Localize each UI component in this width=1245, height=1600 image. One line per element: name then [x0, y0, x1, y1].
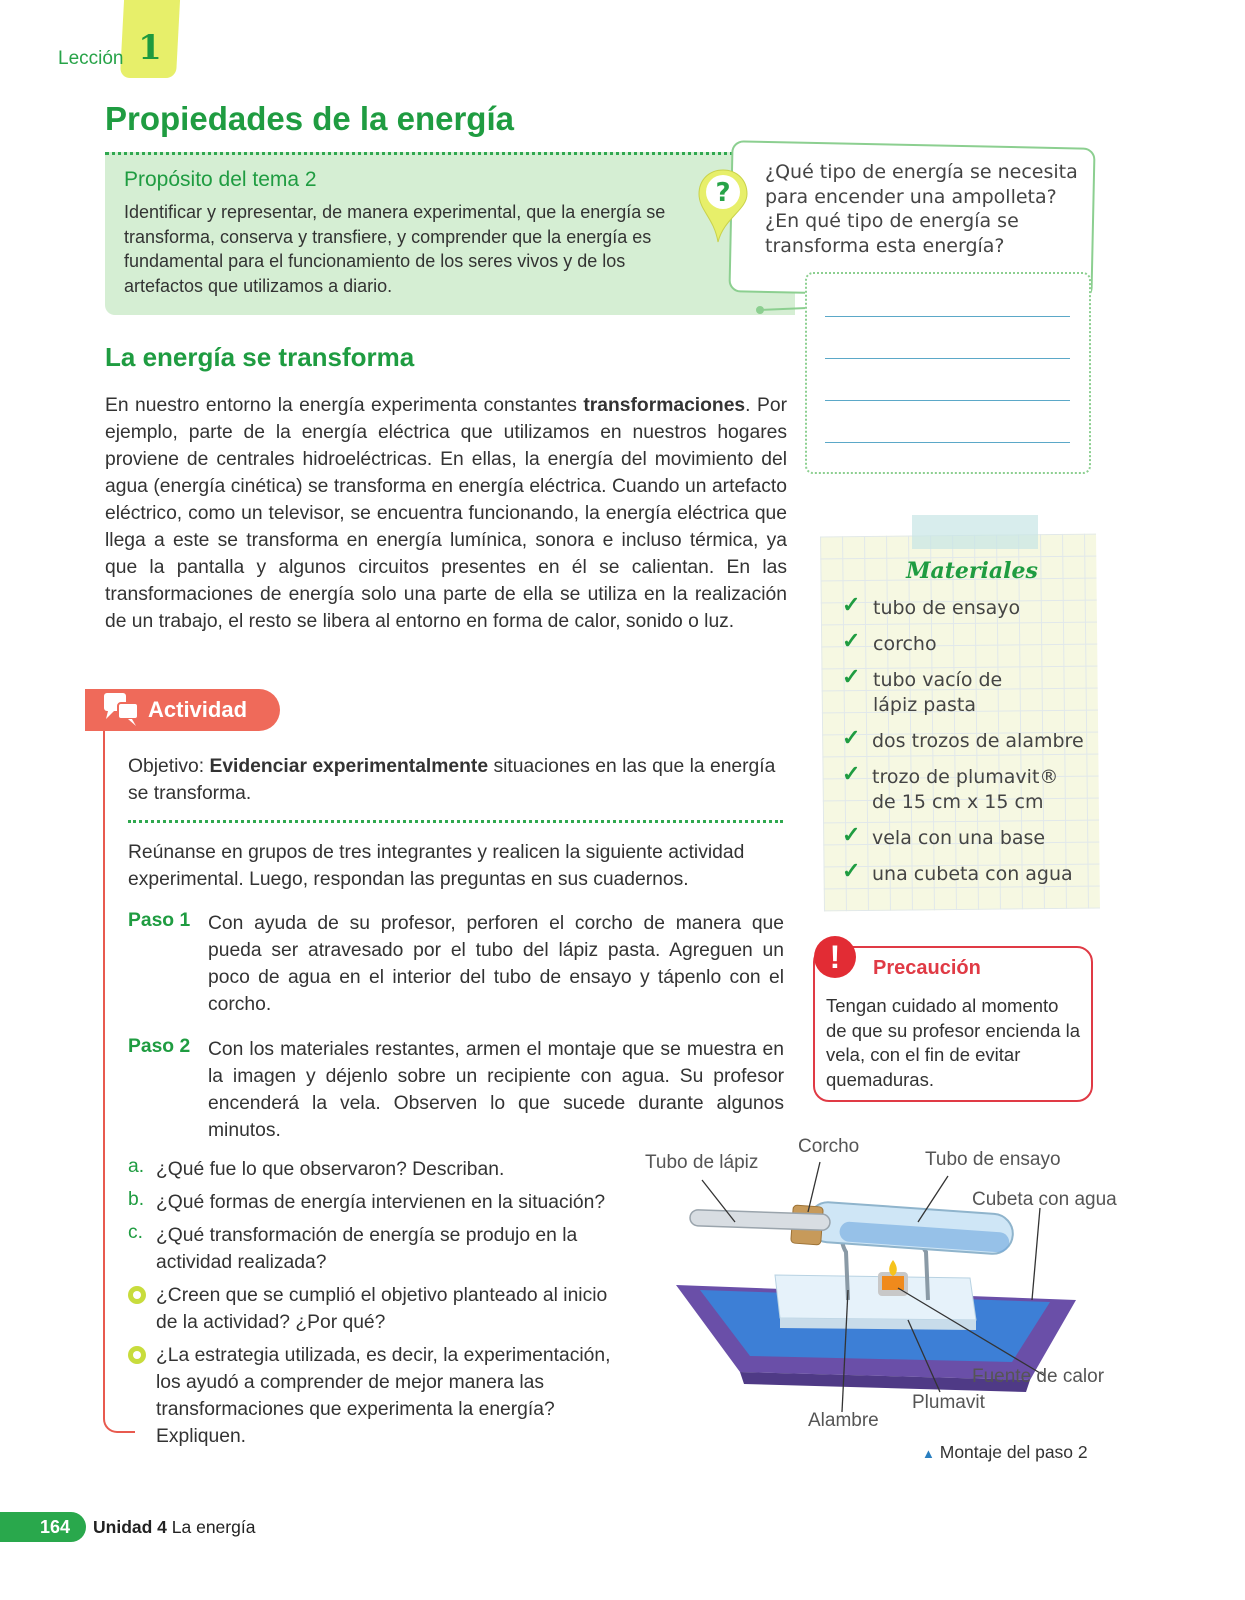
paragraph-bold: transformaciones [583, 395, 746, 416]
footer-unit [93, 1517, 255, 1538]
unit-title: La energía [166, 1517, 256, 1537]
activity-label: Actividad [148, 697, 248, 722]
activity-border [103, 731, 135, 1433]
check-icon: ✓ [842, 725, 861, 750]
label-alambre: Alambre [808, 1410, 879, 1431]
speech-bubbles-icon [102, 691, 142, 729]
section-title: La energía se transforma [105, 342, 415, 372]
question-letter: b. [128, 1189, 145, 1210]
check-icon: ✓ [842, 761, 861, 786]
check-icon: ✓ [842, 858, 861, 883]
check-icon: ✓ [842, 664, 861, 689]
material-item: dos trozos de alambre [872, 730, 1084, 752]
plumavit-block [775, 1275, 976, 1320]
label-fuente-calor: Fuente de calor [972, 1366, 1105, 1387]
objective-text: situaciones en las que la energía se transforma. [128, 756, 776, 804]
check-icon: ✓ [842, 628, 861, 653]
reflection-item: ¿La estrategia utilizada, es decir, la experimentación, los ayudó a comprender de mejor manera las transformaciones que experimenta la energía? Expliquen. [156, 1345, 611, 1447]
material-item: tubo de ensayo [873, 597, 1021, 619]
unit-label: Unidad 4 [93, 1517, 167, 1537]
label-plumavit: Plumavit [912, 1392, 985, 1413]
question-letter: c. [128, 1222, 143, 1243]
label-tubo-lapiz: Tubo de lápiz [645, 1152, 759, 1173]
material-item: corcho [873, 633, 937, 655]
label-corcho: Corcho [798, 1136, 860, 1157]
exclamation-icon: ! [814, 936, 856, 978]
page-number: 164 [40, 1517, 71, 1537]
material-item: trozo de plumavit® de 15 cm x 15 cm [872, 766, 1059, 813]
figure-caption [922, 1442, 1088, 1463]
activity-objective [128, 753, 788, 807]
label-tubo-ensayo: Tubo de ensayo [925, 1149, 1061, 1170]
purpose-title: Propósito del tema 2 [124, 168, 317, 191]
step-label: Paso 2 [128, 1036, 191, 1057]
question-item: ¿Qué formas de energía intervienen en la situación? [156, 1192, 606, 1213]
answer-line [825, 442, 1070, 443]
question-text: ¿Qué tipo de energía se necesita para encender una ampolleta? ¿En qué tipo de energía se transforma esta energía? [765, 161, 1078, 257]
check-icon: ✓ [842, 592, 861, 617]
caption-text: Montaje del paso 2 [939, 1442, 1088, 1462]
step-label: Paso 1 [128, 910, 191, 931]
answer-line [825, 400, 1070, 401]
purpose-text: Identificar y representar, de manera experimental, que la energía se transforma, conserva y transfiere, y comprender que la energía es fundamental para el funcionamiento de los seres vivos y de los artefactos que utilizamos a diario. [124, 202, 666, 296]
reflection-bullet-icon [128, 1286, 146, 1304]
caution-text: Tengan cuidado al momento de que su profesor encienda la vela, con el fin de evitar quemaduras. [826, 995, 1081, 1090]
caution-title: Precaución [873, 957, 981, 979]
paragraph-text: . Por ejemplo, parte de la energía eléctrica que utilizamos en nuestros hogares proviene de centrales hidroeléctricas. En ellas, la energía del movimiento del agua (energía cinética) se transforma en energía eléctrica. Cuando un artefacto eléctrico, como un televisor, se encuentra funcionando, la energía eléctrica que llega a este se transforma en energía lumínica, sonora e incluso térmica, ya que la pantalla y algunos circuitos presentes en él se calientan. En las transformaciones de energía solo una parte de ella se utiliza en la realización de un trabajo, el resto se libera al entorno en forma de calor, sonido o luz. [105, 395, 788, 632]
objective-label: Objetivo: [128, 756, 210, 777]
answer-line [825, 316, 1070, 317]
material-item: una cubeta con agua [872, 863, 1073, 885]
triangle-icon: ▲ [922, 1446, 935, 1461]
reflection-bullet-icon [128, 1346, 146, 1364]
objective-bold: Evidenciar experimentalmente [209, 756, 489, 777]
question-icon [696, 168, 750, 244]
tape-strip [912, 515, 1038, 549]
lesson-label: Lección [58, 48, 124, 69]
check-icon: ✓ [842, 822, 861, 847]
paragraph-text: En nuestro entorno la energía experimenta constantes [105, 395, 584, 416]
question-item: ¿Qué transformación de energía se produjo en la actividad realizada? [156, 1225, 578, 1273]
step-text: Con los materiales restantes, armen el montaje que se muestra en la imagen y déjenlo sobre un recipiente con agua. Su profesor encenderá la vela. Observen lo que sucede durante algunos minutos. [208, 1039, 784, 1141]
material-item: vela con una base [872, 827, 1046, 849]
experiment-illustration [640, 1140, 1130, 1440]
label-cubeta: Cubeta con agua [972, 1189, 1117, 1210]
activity-instructions: Reúnanse en grupos de tres integrantes y realicen la siguiente actividad experimental. Luego, respondan las preguntas en sus cuadernos. [128, 842, 745, 890]
materials-card [820, 534, 1100, 912]
answer-line [825, 358, 1070, 359]
reflection-item: ¿Creen que se cumplió el objetivo planteado al inicio de la actividad? ¿Por qué? [156, 1285, 608, 1333]
section-paragraph [105, 392, 787, 635]
materials-title: Materiales [906, 558, 1038, 584]
answer-box[interactable] [805, 272, 1091, 474]
lesson-number: 1 [138, 28, 162, 68]
question-item: ¿Qué fue lo que observaron? Describan. [156, 1159, 505, 1180]
step-text: Con ayuda de su profesor, perforen el corcho de manera que pueda ser atravesado por el tubo del lápiz pasta. Agreguen un poco de agua en el interior del tubo de ensayo y tápenlo con el corcho. [208, 913, 784, 1015]
question-letter: a. [128, 1156, 145, 1177]
dotted-separator [128, 820, 783, 823]
svg-text:?: ? [715, 178, 731, 208]
material-item: tubo vacío de lápiz pasta [873, 669, 1003, 716]
page-title: Propiedades de la energía [105, 100, 514, 137]
